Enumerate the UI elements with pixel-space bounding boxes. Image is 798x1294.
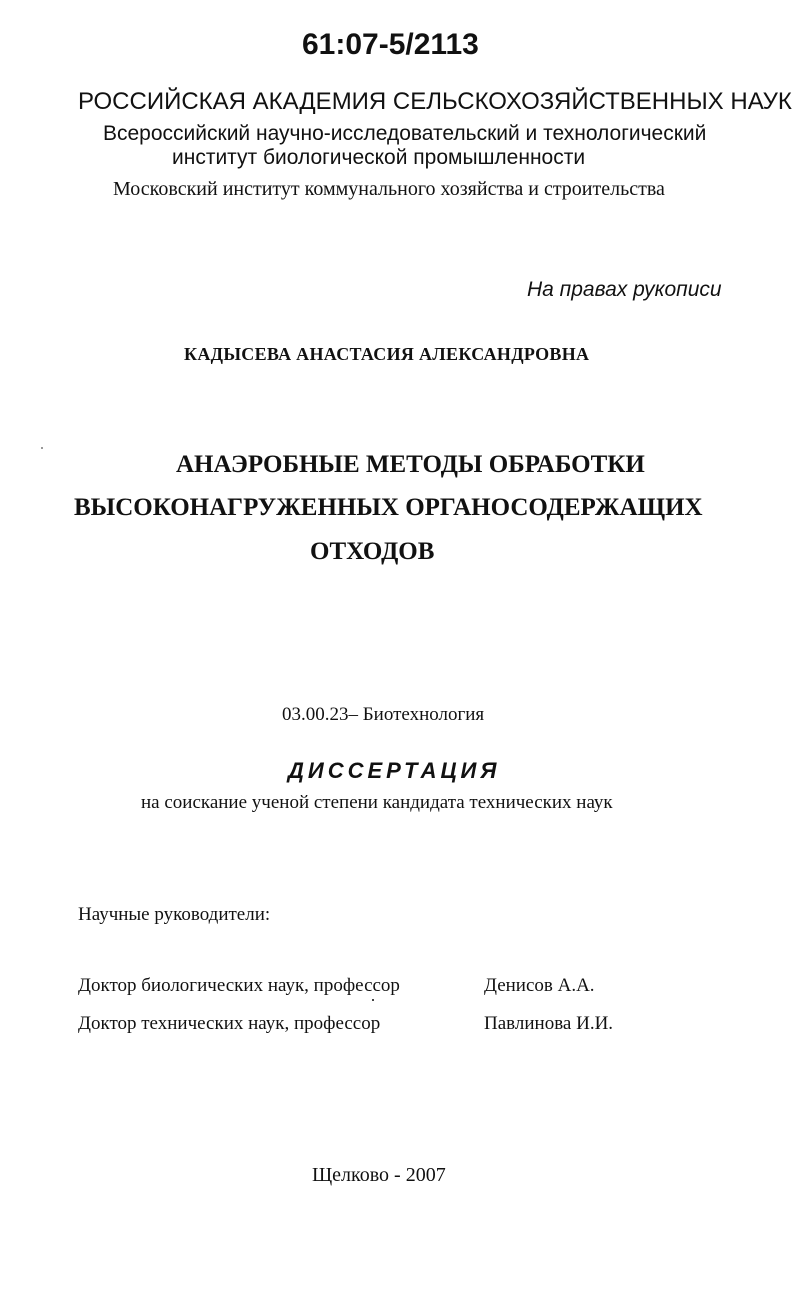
title-line: АНАЭРОБНЫЕ МЕТОДЫ ОБРАБОТКИ [176, 451, 645, 478]
scan-speck [372, 999, 374, 1001]
place-and-year: Щелково - 2007 [312, 1164, 446, 1186]
catalog-number: 61:07-5/2113 [302, 28, 479, 61]
supervisor-role: Доктор биологических наук, профессор [78, 975, 400, 996]
supervisor-name: Денисов А.А. [484, 975, 595, 996]
academy-name: РОССИЙСКАЯ АКАДЕМИЯ СЕЛЬСКОХОЗЯЙСТВЕННЫХ НАУК [78, 88, 792, 115]
institute-name-line-2: институт биологической промышленности [172, 146, 586, 169]
title-line: ОТХОДОВ [310, 538, 435, 565]
title-line: ВЫСОКОНАГРУЖЕННЫХ ОРГАНОСОДЕРЖАЩИХ [74, 494, 703, 521]
supervisors-heading: Научные руководители: [78, 904, 271, 925]
scan-edge-mark [41, 447, 43, 449]
manuscript-rights-note: На правах рукописи [527, 278, 722, 301]
dissertation-label: ДИССЕРТАЦИЯ [288, 758, 501, 783]
supervisor-role: Доктор технических наук, профессор [78, 1013, 381, 1034]
second-institute-name: Московский институт коммунального хозяйства и строительства [113, 178, 665, 200]
degree-line: на соискание ученой степени кандидата технических наук [141, 792, 613, 813]
author-name: КАДЫСЕВА АНАСТАСИЯ АЛЕКСАНДРОВНА [184, 344, 590, 364]
supervisor-name: Павлинова И.И. [484, 1013, 614, 1034]
institute-name-line-1: Всероссийский научно-исследовательский и технологический [103, 122, 707, 145]
specialty-code: 03.00.23– Биотехнология [282, 704, 485, 725]
